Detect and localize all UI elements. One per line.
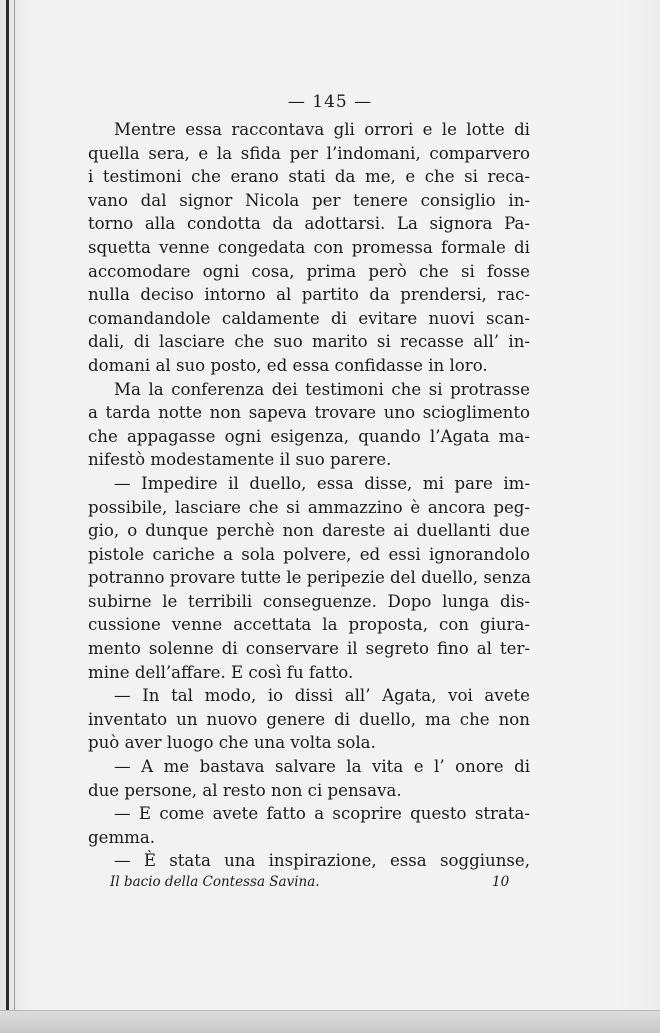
- text-line: squetta venne congedata con promessa formale di: [88, 237, 530, 257]
- body-text: [88, 118, 530, 873]
- text-line: mine dell’affare. E così fu fatto.: [88, 662, 354, 682]
- text-line: — In tal modo, io dissi all’ Agata, voi avete: [114, 686, 530, 706]
- text-line: nifestò modestamente il suo parere.: [88, 450, 392, 470]
- text-line: quella sera, e la sfida per l’indomani, comparvero: [88, 143, 530, 163]
- text-line: — È stata una inspirazione, essa soggiunse,: [114, 851, 530, 871]
- page-bottom-edge: [0, 1010, 660, 1033]
- text-line: che appagasse ogni esigenza, quando l’Agata ma-: [88, 426, 530, 446]
- text-line: mento solenne di conservare il segreto fino al ter-: [88, 639, 530, 659]
- text-line: inventato un nuovo genere di duello, ma che non: [88, 709, 530, 729]
- text-line: potranno provare tutte le peripezie del duello, senza: [88, 568, 532, 588]
- footer-book-title: Il bacio della Contessa Savina.: [110, 874, 320, 890]
- text-line: dali, di lasciare che suo marito si recasse all’ in-: [88, 332, 530, 352]
- text-line: — A me bastava salvare la vita e l’ onore di: [114, 757, 530, 777]
- text-line: Mentre essa raccontava gli orrori e le lotte di: [114, 120, 530, 139]
- text-line: subirne le terribili conseguenze. Dopo lunga dis-: [88, 591, 530, 611]
- text-line: accomodare ogni cosa, prima però che si fosse: [88, 261, 530, 281]
- text-line: a tarda notte non sapeva trovare uno scioglimento: [88, 403, 530, 423]
- binding-shadow: [14, 0, 15, 1033]
- text-line: nulla deciso intorno al partito da prendersi, rac-: [88, 285, 530, 305]
- text-line: comandandole caldamente di evitare nuovi scan-: [88, 308, 530, 328]
- text-line: — E come avete fatto a scoprire questo strata-: [114, 804, 530, 824]
- text-line: domani al suo posto, ed essa confidasse in loro.: [88, 355, 488, 375]
- text-line: gemma.: [88, 827, 156, 847]
- page-number: — 145 —: [287, 92, 373, 112]
- signature-mark: 10: [492, 874, 510, 890]
- text-line: Ma la conferenza dei testimoni che si protrasse: [114, 379, 530, 399]
- text-line: possibile, lasciare che si ammazzino è ancora peg-: [88, 497, 530, 517]
- text-line: i testimoni che erano stati da me, e che si reca-: [88, 167, 530, 187]
- binding-edge: [6, 0, 9, 1033]
- text-line: gio, o dunque perchè non dareste ai duellanti due: [88, 521, 530, 541]
- text-line: pistole cariche a sola polvere, ed essi ignorandolo: [88, 544, 530, 564]
- text-line: torno alla condotta da adottarsi. La signora Pa-: [88, 214, 530, 234]
- text-line: può aver luogo che una volta sola.: [88, 733, 376, 753]
- text-line: due persone, al resto non ci pensava.: [88, 780, 402, 800]
- text-line: — Impedire il duello, essa disse, mi pare im-: [114, 473, 530, 493]
- footer: [110, 874, 510, 890]
- text-line: cussione venne accettata la proposta, con giura-: [88, 615, 530, 635]
- text-line: vano dal signor Nicola per tenere consiglio in-: [88, 190, 530, 210]
